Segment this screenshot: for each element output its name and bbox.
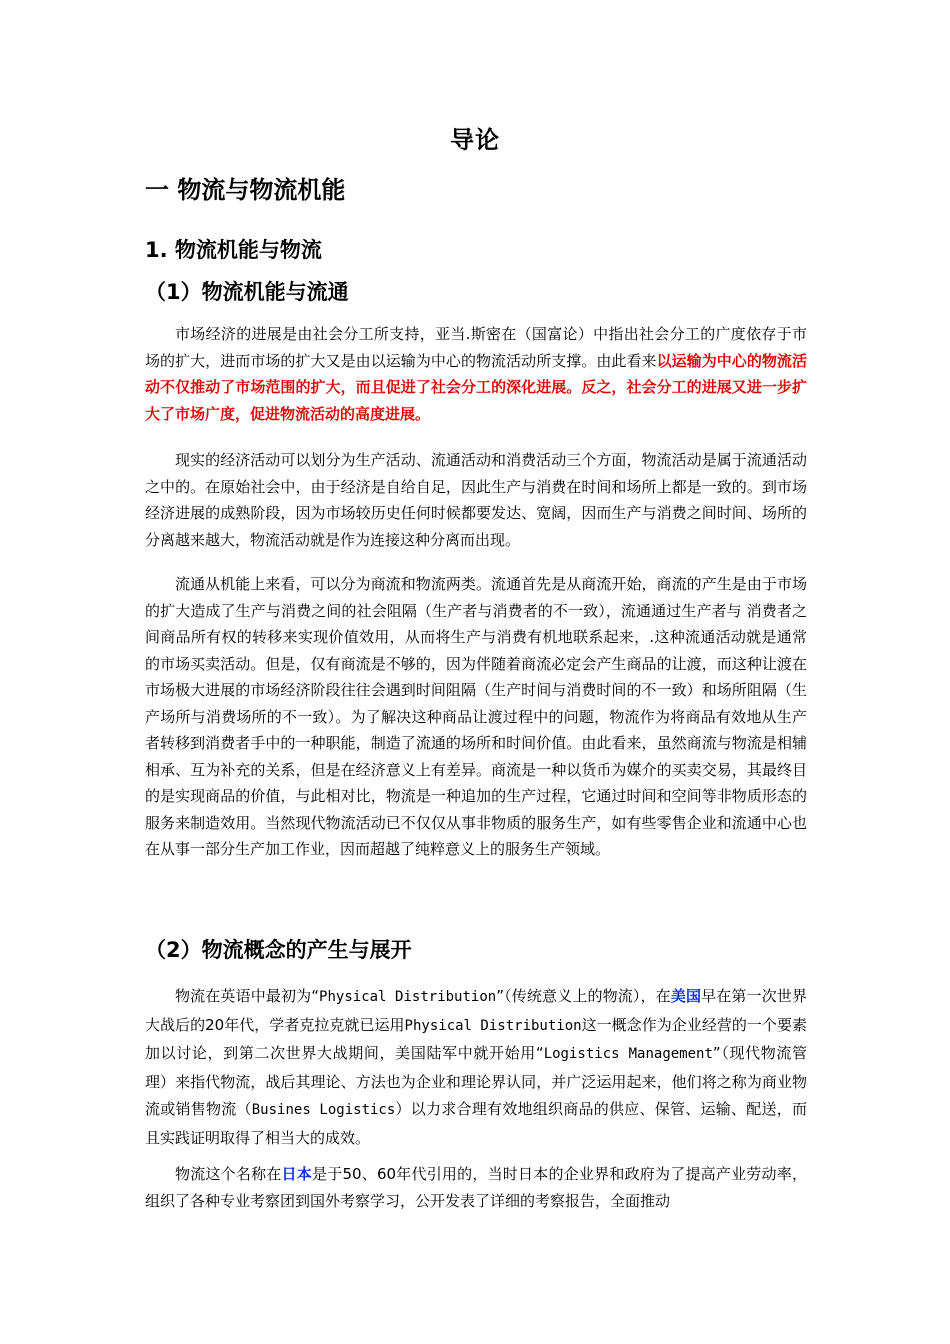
paragraph-4-text-a: 物流在英语中最初为“ [175, 987, 320, 1005]
paragraph-4-text-f: 这一概念作为企业经营的一个要素加以讨论，到第二次世界大战期间，美国陆军中就开始用“ [145, 1015, 807, 1062]
paragraph-4-term-2: Physical Distribution [404, 1017, 582, 1034]
paragraph-4-text-d: 早在第一次世界大战后的20年代，学者克拉克就已运用 [145, 987, 807, 1034]
paragraph-4-term-4: Busines Logistics [251, 1102, 396, 1118]
japan-link[interactable]: 日本 [281, 1165, 312, 1183]
paragraph-1-highlight: 以运输为中心的物流活动不仅推动了市场范围的扩大，而且促进了社会分工的深化进展。反之，社会分工的进展又进一步扩大了市场广度，促进物流活动的高度进展。 [145, 351, 807, 423]
subsection-heading: 1. 物流机能与物流 [145, 238, 322, 262]
paragraph-5-text-a: 物流这个名称在 [175, 1165, 282, 1183]
subsubsection-heading-2: （2）物流概念的产生与展开 [145, 938, 412, 962]
paragraph-4-term-1: Physical Distribution [319, 989, 497, 1005]
paragraph-4 [145, 983, 807, 1152]
paragraph-4-text-h: ”（现代物流管理）来指代物流，战后其理论、方法也为企业和理论界认同，并广泛运用起来，他们将之称为商业物流或销售物流（ [145, 1044, 807, 1118]
paragraph-2: 现实的经济活动可以划分为生产活动、流通活动和消费活动三个方面，物流活动是属于流通活动之中的。在原始社会中，由于经济是自给自足，因此生产与消费在时间和场所上都是一致的。到市场经济进展的成熟阶段，因为市场较历史任何时候都要发达、宽阔，因而生产与消费之间时间、场所的分离越来越大，物流活动就是作为连接这种分离而出现。 [145, 451, 807, 549]
document-title: 导论 [450, 126, 500, 154]
paragraph-4-term-3: Logistics Management [543, 1046, 713, 1062]
section-heading: 一 物流与物流机能 [145, 176, 346, 204]
paragraph-3: 流通从机能上来看，可以分为商流和物流两类。流通首先是从商流开始，商流的产生是由于市场的扩大造成了生产与消费之间的社会阻隔（生产者与消费者的不一致），流通通过生产者与 消费者之间商品所有权的转移来实现价值效用，从而将生产与消费有机地联系起来，.这种流通活动就是通常的市场买卖活动。但是，仅有商流是不够的，因为伴随着商流必定会产生商品的让渡，而这种让渡在市场极大进展的市场经济阶段往往会遇到时间阻隔（生产时间与消费时间的不一致）和场所阻隔（生产场所与消费场所的不一致）。为了解决这种商品让渡过程中的问题，物流作为将商品有效地从生产者转移到消费者手中的一种职能，制造了流通的场所和时间价值。由此看来，虽然商流与物流是相辅相承、互为补充的关系，但是在经济意义上有差异。商流是一种以货币为媒介的买卖交易，其最终目的是实现商品的价值，与此相对比，物流是一种追加的生产过程，它通过时间和空间等非物质形态的服务来制造效用。当然现代物流活动已不仅仅从事非物质的服务生产，如有些零售企业和流通中心也在从事一部分生产加工作业，因而超越了纯粹意义上的服务生产领域。 [145, 575, 807, 858]
paragraph-5 [145, 1161, 807, 1215]
paragraph-4-text-c: ”（传统意义上的物流），在 [496, 987, 671, 1005]
paragraph-4-text-j: ）以力求合理有效地组织商品的供应、保管、运输、配送，而且实践证明取得了相当大的成效。 [145, 1100, 807, 1147]
subsubsection-heading-1: （1）物流机能与流通 [145, 280, 349, 304]
paragraph-1 [145, 321, 807, 427]
paragraph-1-text: 市场经济的进展是由社会分工所支持，亚当.斯密在（国富论）中指出社会分工的广度依存于市场的扩大，进而市场的扩大又是由以运输为中心的物流活动所支撑。由此看来 [145, 325, 807, 370]
paragraph-5-text-b: 是于50、60年代引用的，当时日本的企业界和政府为了提高产业劳动率，组织了各种专业考察团到国外考察学习，公开发表了详细的考察报告，全面推动 [145, 1165, 807, 1210]
usa-link[interactable]: 美国 [670, 987, 702, 1005]
